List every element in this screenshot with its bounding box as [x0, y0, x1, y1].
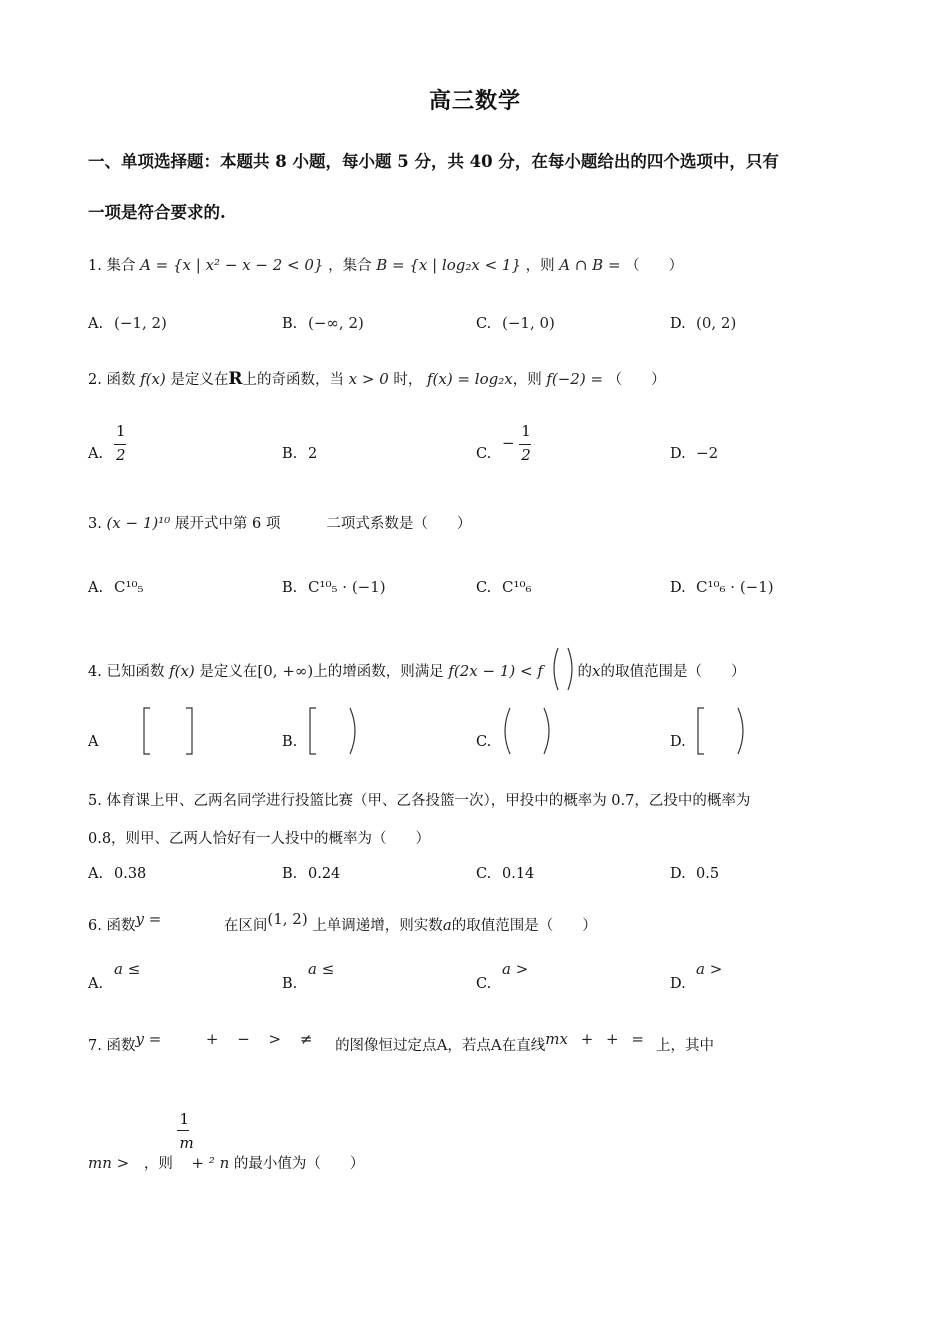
math-definition: f(x) = log₂x	[426, 370, 513, 388]
math-binomial: (x − 1)¹⁰	[106, 514, 171, 532]
fraction: $\frac{1}{2}$	[521, 422, 531, 464]
question-4	[88, 646, 868, 692]
math-expression-tail: + ² n	[191, 1154, 230, 1172]
question-number: 4.	[88, 664, 102, 680]
question-text: 函数	[106, 372, 136, 388]
question-7	[88, 1028, 868, 1057]
question-text: 时，	[393, 372, 423, 388]
question-text: 的最小值为（ ）	[233, 1156, 365, 1172]
math-variable: a	[442, 916, 452, 934]
question-1-options: A. (−1, 2) B. (−∞, 2) C. (−1, 0) D. (0, 2)	[88, 314, 737, 332]
math-point: A	[490, 1036, 502, 1054]
math-intersection: A ∩ B =	[559, 256, 621, 274]
question-2-options: A. $\frac{1}{2}$ B. 2 C. − $\frac{1}{2}$ D. −2	[88, 422, 719, 464]
question-text: 在区间	[223, 918, 268, 934]
closed-interval-icon	[138, 706, 198, 756]
question-number: 2.	[88, 372, 102, 388]
question-text: ，集合	[328, 258, 372, 274]
answer-paren: （ ）	[607, 372, 666, 388]
math-fx: f(x)	[169, 662, 195, 680]
question-7-line2	[88, 1110, 868, 1175]
section-heading-line2: 一项是符合要求的.	[88, 203, 226, 222]
math-condition: x > 0	[348, 370, 389, 388]
question-2	[88, 368, 868, 391]
question-text: 的图像恒过定点	[335, 1038, 437, 1054]
section-heading-line1: 一、单项选择题：本题共 8 小题，每小题 5 分，共 40 分，在每小题给出的四个选项中，只有	[88, 152, 779, 171]
question-5-line1: 5. 体育课上甲、乙两名同学进行投篮比赛（甲、乙各投篮一次），甲投中的概率为 0.7，乙投中的概率为	[88, 793, 751, 809]
question-6	[88, 908, 868, 937]
open-interval-icon	[498, 706, 558, 756]
question-text: 上单调递增，则实数	[312, 918, 443, 934]
question-3	[88, 512, 868, 535]
question-5-options: A. 0.38 B. 0.24 C. 0.14 D. 0.5	[88, 866, 720, 882]
math-interval: (1, 2)	[267, 910, 308, 928]
question-text: 是定义在	[170, 372, 229, 388]
question-text: 函数	[106, 1038, 136, 1054]
question-1	[88, 254, 868, 277]
question-text: 在直线	[501, 1038, 546, 1054]
math-domain: [0, +∞)	[257, 662, 314, 680]
math-target: f(−2) =	[546, 370, 604, 388]
question-4-options: A B. C. D.	[88, 706, 868, 756]
fraction: $\frac{1}{m}$	[179, 1110, 194, 1152]
question-text: 是定义在	[199, 664, 258, 680]
math-variable: x	[592, 662, 601, 680]
question-text: 集合	[106, 258, 136, 274]
math-point: A	[436, 1036, 448, 1054]
math-set-a: A = {x | x² − x − 2 < 0}	[140, 256, 324, 274]
question-text: ，则	[143, 1156, 173, 1172]
question-number: 6.	[88, 918, 102, 934]
question-text: ，则	[525, 258, 555, 274]
math-function: y =	[135, 1030, 162, 1048]
question-text: 函数	[106, 918, 136, 934]
half-open-interval-icon	[304, 706, 364, 756]
math-function: y =	[135, 910, 162, 928]
question-text: ，则	[512, 372, 542, 388]
math-inequality: f(2x − 1) < f	[448, 662, 543, 680]
question-text: 展开式中第 6 项	[174, 516, 281, 532]
math-set-b: B = {x | log₂x < 1}	[376, 256, 522, 274]
question-5-line2: 0.8，则甲、乙两人恰好有一人投中的概率为（ ）	[88, 831, 431, 847]
half-open-interval-icon	[692, 706, 752, 756]
question-text: 的取值范围是（ ）	[600, 664, 746, 680]
question-6-options: A. a ≤ B. a ≤ C. a > D. a >	[88, 960, 723, 992]
math-fx: f(x)	[140, 370, 166, 388]
math-condition: mn >	[88, 1154, 130, 1172]
question-text: 已知函数	[106, 664, 165, 680]
math-real-numbers: R	[228, 369, 243, 389]
question-number: 3.	[88, 516, 102, 532]
math-function-tail: + − > ≠	[205, 1030, 313, 1048]
question-text: 上的增函数，则满足	[313, 664, 444, 680]
question-text: 上的奇函数，当	[242, 372, 345, 388]
large-paren-icon	[548, 646, 578, 692]
question-3-options: A. C¹⁰₅ B. C¹⁰₅ · (−1) C. C¹⁰₆ D. C¹⁰₆ · (−1)	[88, 578, 774, 596]
question-text: 上，其中	[655, 1038, 714, 1054]
fraction: $\frac{1}{2}$	[116, 422, 126, 464]
question-number: 7.	[88, 1038, 102, 1054]
answer-paren: （ ）	[625, 258, 684, 274]
math-line: mx + + =	[545, 1030, 644, 1048]
question-text: 的	[577, 664, 593, 680]
question-number: 1.	[88, 258, 102, 274]
question-text: ，若点	[447, 1038, 491, 1054]
question-text: 二项式系数是（ ）	[326, 516, 472, 532]
page-title: 高三数学	[428, 88, 521, 114]
question-text: 的取值范围是（ ）	[451, 918, 597, 934]
